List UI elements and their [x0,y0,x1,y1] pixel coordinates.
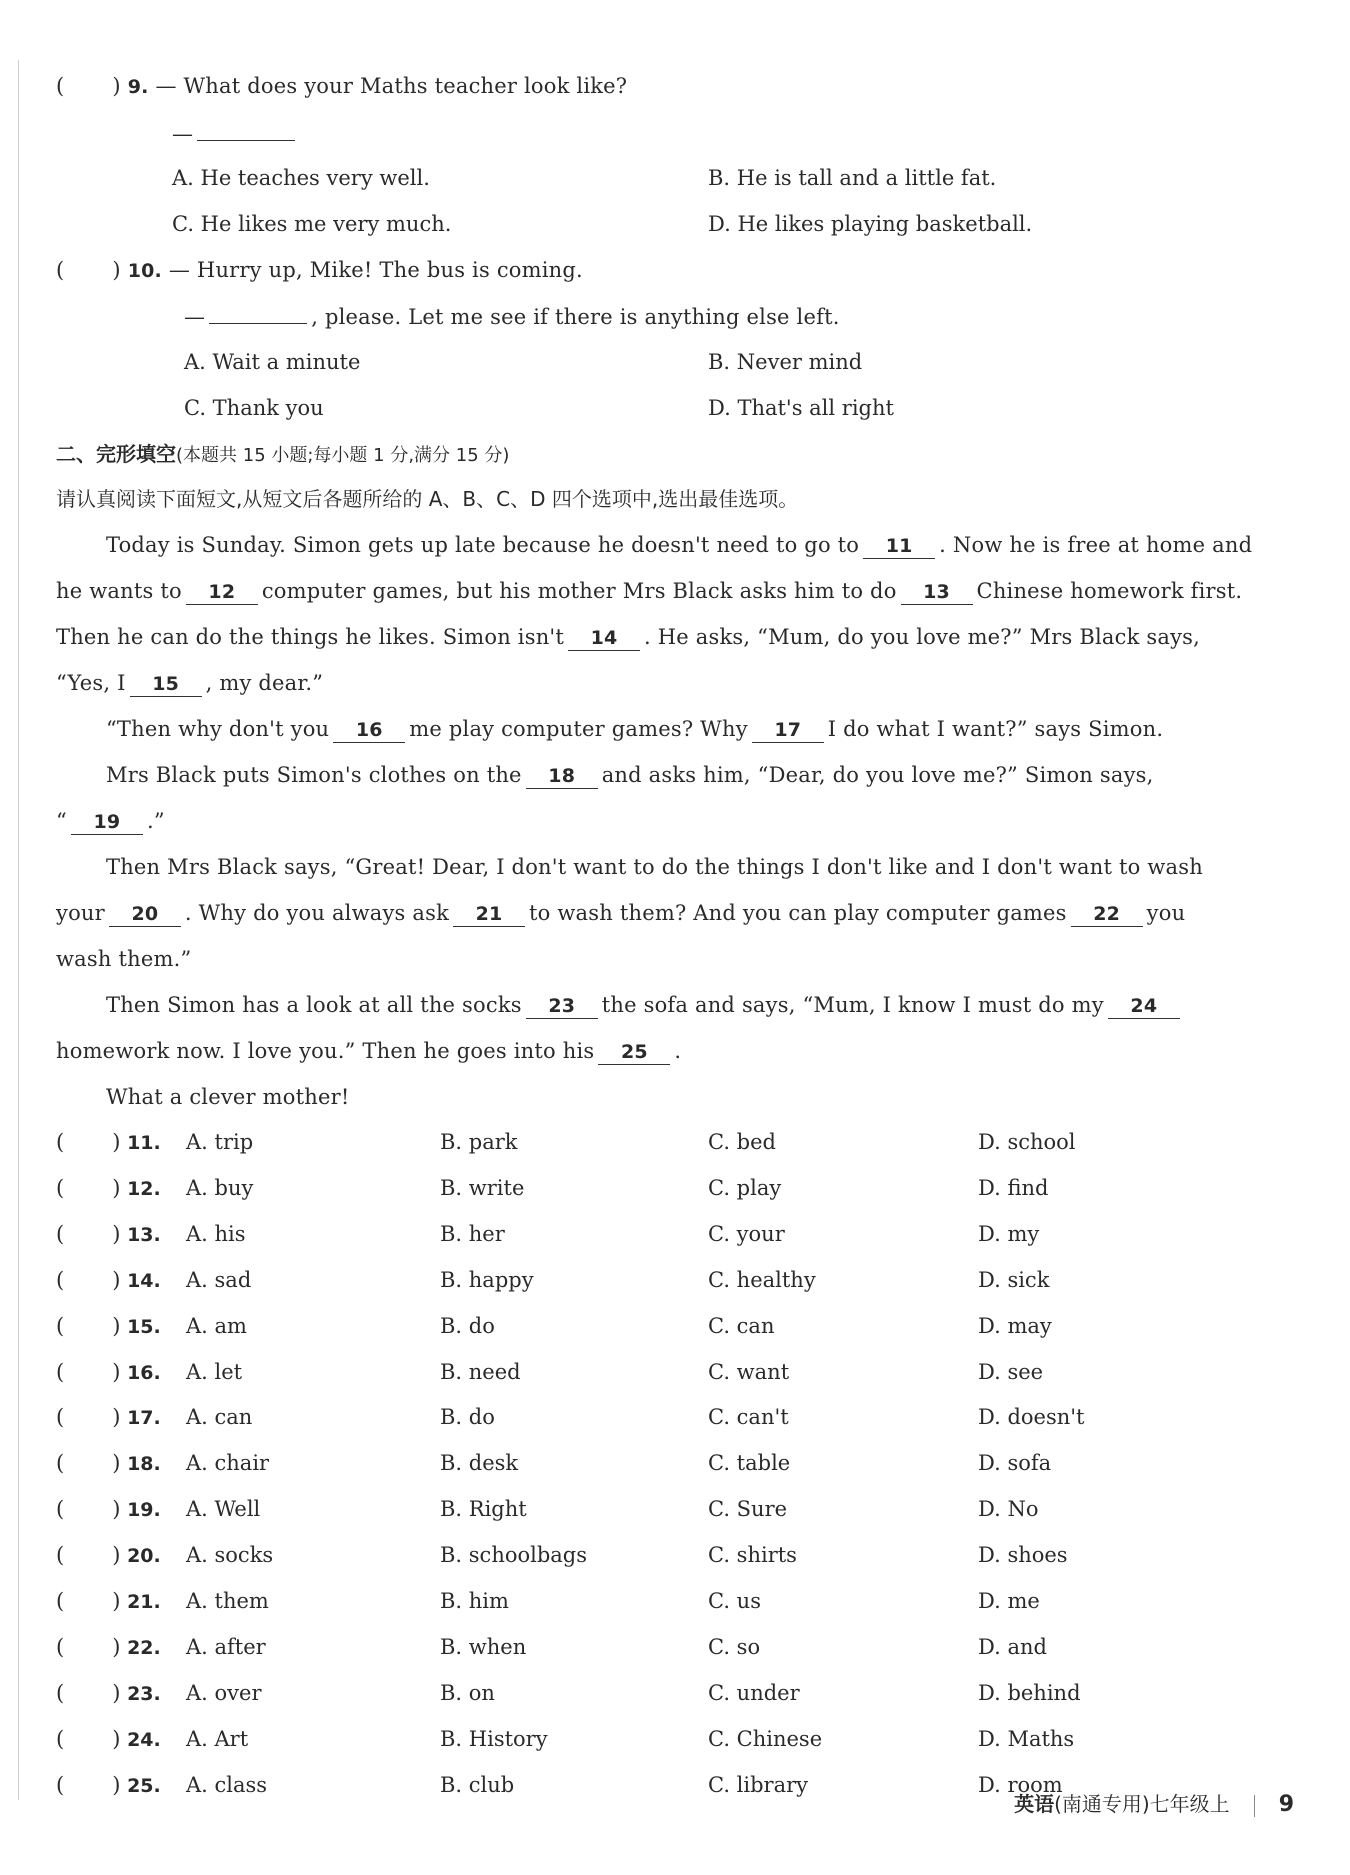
answer-paren[interactable]: ( ) 15. [56,1314,161,1338]
option-a: A. class [186,1773,268,1797]
option-c: C. He likes me very much. [172,212,452,236]
option-d: D. see [978,1360,1044,1384]
passage-line: he wants to 12 computer games, but his mother Mrs Black asks him to do 13 Chinese homework first. [56,579,1243,603]
option-b: B. do [440,1405,495,1429]
option-c: C. us [708,1589,761,1613]
option-d: D. shoes [978,1543,1068,1567]
question-number: 23. [127,1683,161,1705]
question-number: 10. [127,260,162,282]
option-d: D. sick [978,1268,1050,1292]
option-a: A. Well [186,1497,261,1521]
blank-13: 13 [901,580,973,605]
option-b: B. write [440,1176,525,1200]
option-a: A. am [186,1314,247,1338]
option-d: D. behind [978,1681,1081,1705]
blank-19: 19 [71,810,143,835]
question-number: 11. [127,1132,161,1154]
option-a: A. trip [186,1130,254,1154]
option-a: A. Art [186,1727,249,1751]
option-a: A. socks [186,1543,274,1567]
blank-17: 17 [752,718,824,743]
answer-paren[interactable]: ( ) 14. [56,1268,161,1292]
option-c: C. Sure [708,1497,788,1521]
question-text: — What does your Maths teacher look like? [155,74,628,98]
answer-paren[interactable]: ( ) 13. [56,1222,161,1246]
passage-line: Then Simon has a look at all the socks 23 the sofa and says, “Mum, I know I must do my 24 [106,990,1184,1020]
option-d: D. room [978,1773,1063,1797]
option-a: A. He teaches very well. [172,166,430,190]
blank-20: 20 [109,902,181,927]
question-number: 16. [127,1362,161,1384]
question-number: 9. [127,76,149,98]
question-number: 24. [127,1729,161,1751]
answer-blank [209,301,307,324]
option-a: A. after [186,1635,266,1659]
option-a: A. them [186,1589,269,1613]
passage-line: Mrs Black puts Simon's clothes on the 18 and asks him, “Dear, do you love me?” Simon says, [106,763,1154,787]
blank-16: 16 [333,718,405,743]
option-d: D. sofa [978,1451,1052,1475]
blank-14: 14 [568,626,640,651]
passage-line: “Then why don't you 16 me play computer games? Why 17 I do what I want?” says Simon. [106,717,1164,741]
option-a: A. buy [186,1176,254,1200]
passage-line: “ 19 .” [56,809,165,833]
answer-paren[interactable]: ( ) [56,74,121,98]
page-footer [1014,1788,1294,1817]
book-subject: 英语 [1014,1792,1055,1816]
blank-18: 18 [526,764,598,789]
option-b: B. her [440,1222,505,1246]
answer-paren[interactable]: ( ) 18. [56,1451,161,1475]
option-c: C. can't [708,1405,789,1429]
option-d: D. doesn't [978,1405,1085,1429]
blank-15: 15 [130,672,202,697]
question-9 [56,71,627,102]
option-d: D. my [978,1222,1040,1246]
passage-line: “Yes, I 15 , my dear.” [56,671,324,695]
option-d: D. No [978,1497,1039,1521]
blank-24: 24 [1108,994,1180,1019]
option-c: C. table [708,1451,791,1475]
option-d: D. me [978,1589,1040,1613]
option-b: B. club [440,1773,515,1797]
option-a: A. over [186,1681,262,1705]
option-a: A. chair [186,1451,270,1475]
option-b: B. him [440,1589,509,1613]
option-d: D. school [978,1130,1076,1154]
page-number: 9 [1278,1792,1294,1817]
answer-line: — [172,118,299,149]
answer-paren[interactable]: ( ) 17. [56,1405,161,1429]
option-d: D. may [978,1314,1052,1338]
answer-paren[interactable]: ( ) 19. [56,1497,161,1521]
answer-paren[interactable]: ( ) 16. [56,1360,161,1384]
question-number: 19. [127,1499,161,1521]
option-c: C. play [708,1176,782,1200]
option-b: B. Never mind [708,350,863,374]
blank-11: 11 [863,534,935,559]
passage-line: Then he can do the things he likes. Simon isn't 14 . He asks, “Mum, do you love me?” Mrs Black says, [56,625,1201,649]
passage-line: wash them.” [56,947,192,971]
answer-paren[interactable]: ( ) 11. [56,1130,161,1154]
option-c: C. under [708,1681,800,1705]
question-text: — Hurry up, Mike! The bus is coming. [168,258,583,282]
option-c: C. your [708,1222,785,1246]
option-b: B. when [440,1635,527,1659]
option-b: B. happy [440,1268,534,1292]
question-10 [56,255,583,286]
answer-paren[interactable]: ( ) 12. [56,1176,161,1200]
option-c: C. Chinese [708,1727,823,1751]
blank-23: 23 [526,994,598,1019]
question-number: 25. [127,1775,161,1797]
option-d: D. find [978,1176,1049,1200]
option-a: A. can [186,1405,253,1429]
question-number: 18. [127,1453,161,1475]
option-c: C. bed [708,1130,776,1154]
option-c: C. can [708,1314,775,1338]
option-b: B. park [440,1130,518,1154]
option-d: D. Maths [978,1727,1075,1751]
option-b: B. schoolbags [440,1543,588,1567]
passage-line: your 20 . Why do you always ask 21 to wash them? And you can play computer games 22 you [56,901,1186,925]
option-a: A. his [186,1222,246,1246]
option-d: D. and [978,1635,1047,1659]
option-c: C. so [708,1635,761,1659]
blank-25: 25 [598,1040,670,1065]
option-b: B. do [440,1314,495,1338]
option-c: C. library [708,1773,809,1797]
question-number: 14. [127,1270,161,1292]
option-c: C. want [708,1360,790,1384]
blank-22: 22 [1071,902,1143,927]
blank-21: 21 [453,902,525,927]
question-number: 21. [127,1591,161,1613]
passage-line: Today is Sunday. Simon gets up late because he doesn't need to go to 11 . Now he is free at home and [106,533,1253,557]
option-b: B. History [440,1727,548,1751]
option-c: C. healthy [708,1268,816,1292]
question-number: 22. [127,1637,161,1659]
option-d: D. He likes playing basketball. [708,212,1033,236]
section-instruction: 请认真阅读下面短文,从短文后各题所给的 A、B、C、D 四个选项中,选出最佳选项。 [56,487,799,511]
book-title: (南通专用)七年级上 [1054,1792,1230,1816]
question-number: 13. [127,1224,161,1246]
option-a: A. sad [186,1268,252,1292]
option-b: B. He is tall and a little fat. [708,166,997,190]
answer-paren[interactable]: ( ) [56,258,121,282]
option-b: B. on [440,1681,495,1705]
question-number: 15. [127,1316,161,1338]
passage-line: homework now. I love you.” Then he goes into his 25 . [56,1039,682,1063]
answer-paren[interactable]: ( ) 22. [56,1635,161,1659]
option-b: B. desk [440,1451,519,1475]
answer-blank [197,118,295,141]
question-number: 17. [127,1407,161,1429]
option-b: B. need [440,1360,521,1384]
answer-paren[interactable]: ( ) 20. [56,1543,161,1567]
margin-line [18,60,19,1800]
option-c: C. Thank you [184,396,324,420]
passage-line: What a clever mother! [106,1085,350,1109]
answer-line: — , please. Let me see if there is anything else left. [184,301,840,332]
answer-paren[interactable]: ( ) 24. [56,1727,161,1751]
passage-line: Then Mrs Black says, “Great! Dear, I don't want to do the things I don't like and I don't want to wash [106,855,1203,879]
option-d: D. That's all right [708,396,894,420]
answer-paren[interactable]: ( ) 23. [56,1681,161,1705]
option-b: B. Right [440,1497,527,1521]
option-a: A. let [186,1360,243,1384]
section-title: 二、完形填空(本题共 15 小题;每小题 1 分,满分 15 分) [56,442,510,466]
answer-paren[interactable]: ( ) 25. [56,1773,161,1797]
footer-divider [1254,1795,1255,1817]
option-a: A. Wait a minute [184,350,361,374]
answer-paren[interactable]: ( ) 21. [56,1589,161,1613]
option-c: C. shirts [708,1543,797,1567]
question-number: 12. [127,1178,161,1200]
blank-12: 12 [186,580,258,605]
question-number: 20. [127,1545,161,1567]
